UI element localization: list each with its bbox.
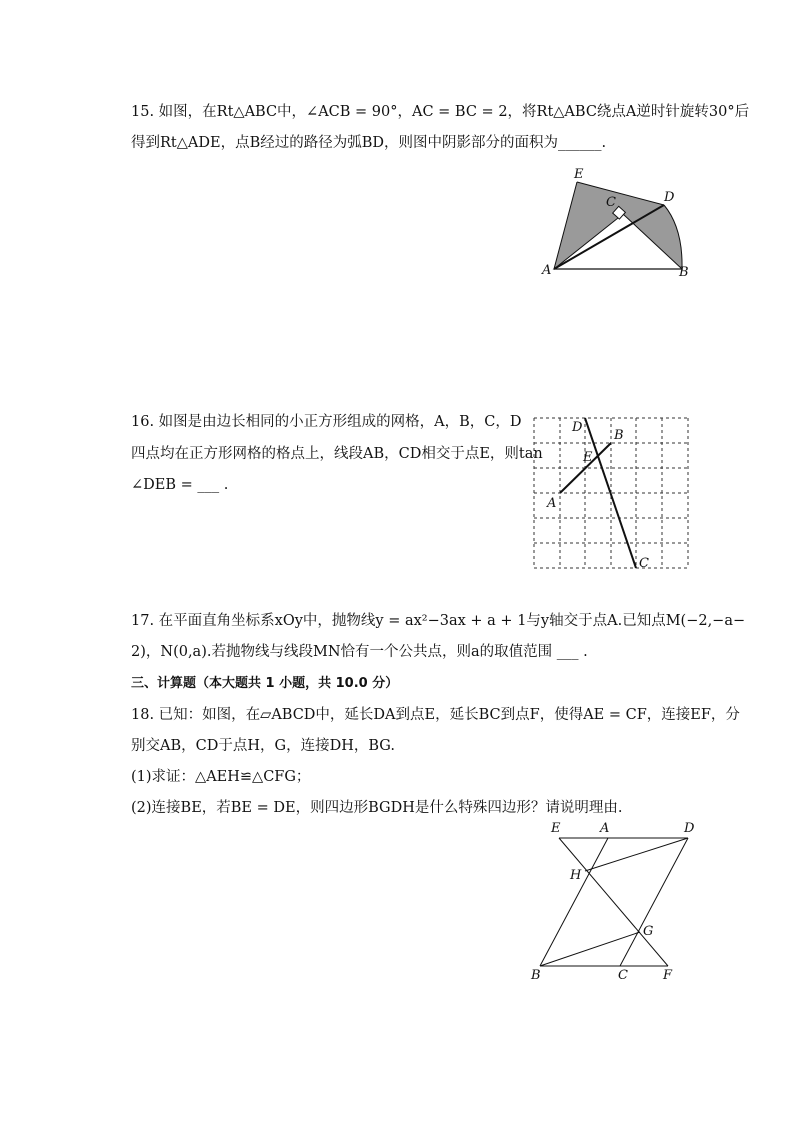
q16-line2: 四点均在正方形网格的格点上，线段AB，CD相交于点E，则tan [131,446,543,462]
q18-label-g: G [643,924,654,939]
q16-label-c: C [639,556,649,571]
q18-line-ef [559,838,668,966]
q15-label-a: A [542,263,552,278]
q15-label-e: E [574,167,584,182]
q17-line1: 17. 在平面直角坐标系xOy中，抛物线y = ax²−3ax + a + 1与y轴交于点A.已知点M(−2,−a− [131,613,746,629]
q17-line2: 2)，N(0,a).若抛物线与线段MN恰有一个公共点，则a的取值范围 ___ . [131,644,588,660]
q16-label-b: B [614,428,624,443]
q18-label-a: A [600,821,610,836]
q18-line-dc [620,838,688,966]
q18-label-d: D [684,821,695,836]
q15-label-b: B [679,265,689,280]
q18-label-e: E [551,821,561,836]
q15-label-c: C [606,195,616,210]
q16-label-e: E [583,450,593,465]
q16-line1: 16. 如图是由边长相同的小正方形组成的网格，A，B，C，D [131,414,522,430]
q16-line3: ∠DEB = ___ . [131,477,229,493]
q18-line1: 18. 已知：如图，在▱ABCD中，延长DA到点E，延长BC到点F，使得AE = CF，连接EF，分 [131,707,740,723]
q16-label-d: D [572,420,583,435]
q15-line2: 得到Rt△ADE，点B经过的路径为弧BD，则图中阴影部分的面积为______. [131,135,607,151]
q15-label-d: D [664,190,675,205]
q18-label-b: B [531,968,541,983]
section-3-title: 三、计算题（本大题共 1 小题，共 10.0 分） [131,676,399,691]
q18-label-h: H [570,868,582,883]
q16-label-a: A [547,496,557,511]
q18-label-c: C [618,968,628,983]
q18-part1: (1)求证：△AEH≌△CFG； [131,769,311,785]
q18-line2: 别交AB，CD于点H，G，连接DH，BG. [131,738,395,754]
q18-part2: (2)连接BE，若BE = DE，则四边形BGDH是什么特殊四边形？请说明理由. [131,800,623,816]
q15-line1: 15. 如图，在Rt△ABC中，∠ACB = 90°，AC = BC = 2，将Rt△ABC绕点A逆时针旋转30°后 [131,104,750,120]
q18-label-f: F [663,968,673,983]
